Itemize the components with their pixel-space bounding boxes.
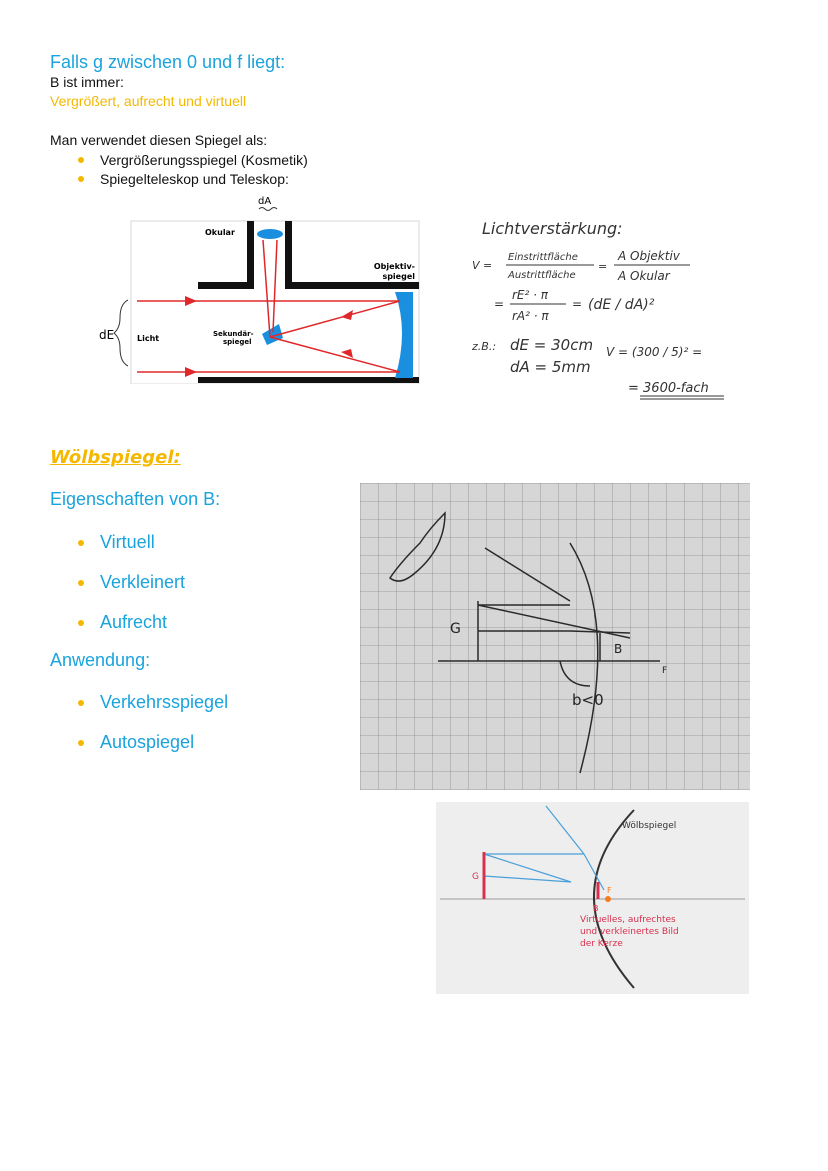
sketch-label-b-negative: b<0 — [572, 691, 604, 709]
image-property-result: Vergrößert, aufrecht und virtuell — [50, 93, 247, 109]
calc-frac1-num: Einstrittfläche — [508, 252, 578, 263]
calc-frac2-den: A Okular — [618, 269, 670, 283]
eyepiece-lens — [257, 229, 283, 239]
property-item: Aufrecht — [50, 611, 185, 651]
property-item: Virtuell — [50, 531, 185, 571]
diagram-title: Wölbspiegel — [622, 821, 677, 831]
sketch-label-b: B — [614, 642, 623, 656]
telescope-diagram — [95, 192, 425, 384]
usage-list — [50, 151, 308, 189]
usage-intro: Man verwendet diesen Spiegel als: — [50, 132, 268, 148]
focal-point — [605, 896, 611, 902]
usage-item: Vergrößerungsspiegel (Kosmetik) — [50, 151, 308, 170]
tube-top-left — [198, 282, 254, 289]
sketch-label-g: G — [450, 621, 461, 637]
calc-eq-3: = — [572, 297, 583, 311]
calc-eq-2: = — [494, 297, 505, 311]
okular-tube-left — [247, 221, 254, 289]
application-item: Verkehrsspiegel — [50, 691, 228, 731]
properties-label: Eigenschaften von B: — [50, 489, 221, 509]
okular-tube-right — [285, 221, 292, 289]
objektiv-label-2: spiegel — [382, 272, 415, 281]
calc-frac1-den: Austrittfläche — [508, 270, 576, 281]
calc-v-label: V = — [472, 259, 493, 272]
section-heading-concave-case: Falls g zwischen 0 und f liegt: — [50, 52, 286, 72]
diagram-label-f: F — [607, 886, 612, 895]
image-property-intro: B ist immer: — [50, 74, 124, 90]
properties-list — [50, 531, 185, 651]
calc-result: = 3600-fach — [628, 381, 709, 396]
property-item: Verkleinert — [50, 571, 185, 611]
calc-frac2-num: A Objektiv — [618, 249, 680, 263]
calc-frac3-den: rA² · π — [512, 309, 549, 323]
sketch-label-f: F — [662, 666, 668, 676]
brace-dE — [114, 300, 128, 366]
dA-label: dA — [258, 196, 272, 207]
diagram-label-b: B — [593, 904, 599, 913]
diagram-label-g: G — [472, 872, 479, 882]
sekundaer-label-2: spiegel — [223, 338, 252, 346]
application-item: Autospiegel — [50, 731, 228, 771]
licht-label: Licht — [137, 334, 160, 343]
sekundaer-label-1: Sekundär- — [213, 330, 254, 338]
diagram-caption-2: und verkleinertes Bild — [580, 927, 679, 937]
diagram-caption-1: Virtuelles, aufrechtes — [580, 915, 676, 925]
application-list — [50, 691, 228, 771]
calc-eq-1: = — [598, 260, 608, 273]
convex-mirror-diagram — [436, 802, 749, 994]
calc-frac4: (dE / dA)² — [588, 297, 655, 313]
dE-label: dE — [99, 328, 115, 342]
okular-label: Okular — [205, 228, 235, 237]
objektiv-label-1: Objektiv- — [373, 262, 415, 271]
handwritten-calculation — [468, 212, 768, 407]
calc-v-example: V = (300 / 5)² = — [606, 345, 703, 359]
tube-top-right — [285, 282, 419, 289]
calc-dA-value: dA = 5mm — [510, 358, 591, 376]
usage-item: Spiegelteleskop und Teleskop: — [50, 170, 308, 189]
paper-grid — [360, 483, 750, 790]
calc-frac3-num: rE² · π — [512, 288, 548, 302]
calc-dE-value: dE = 30cm — [510, 336, 594, 354]
brace-dA — [259, 208, 277, 211]
sketch-photo — [360, 483, 750, 790]
tube-bottom — [198, 377, 419, 383]
calc-title: Lichtverstärkung: — [482, 219, 623, 238]
application-label: Anwendung: — [50, 650, 151, 670]
section-title-convex-mirror: Wölbspiegel: — [50, 447, 181, 468]
calc-example-label: z.B.: — [472, 340, 497, 353]
diagram-caption-3: der Kerze — [580, 939, 623, 949]
